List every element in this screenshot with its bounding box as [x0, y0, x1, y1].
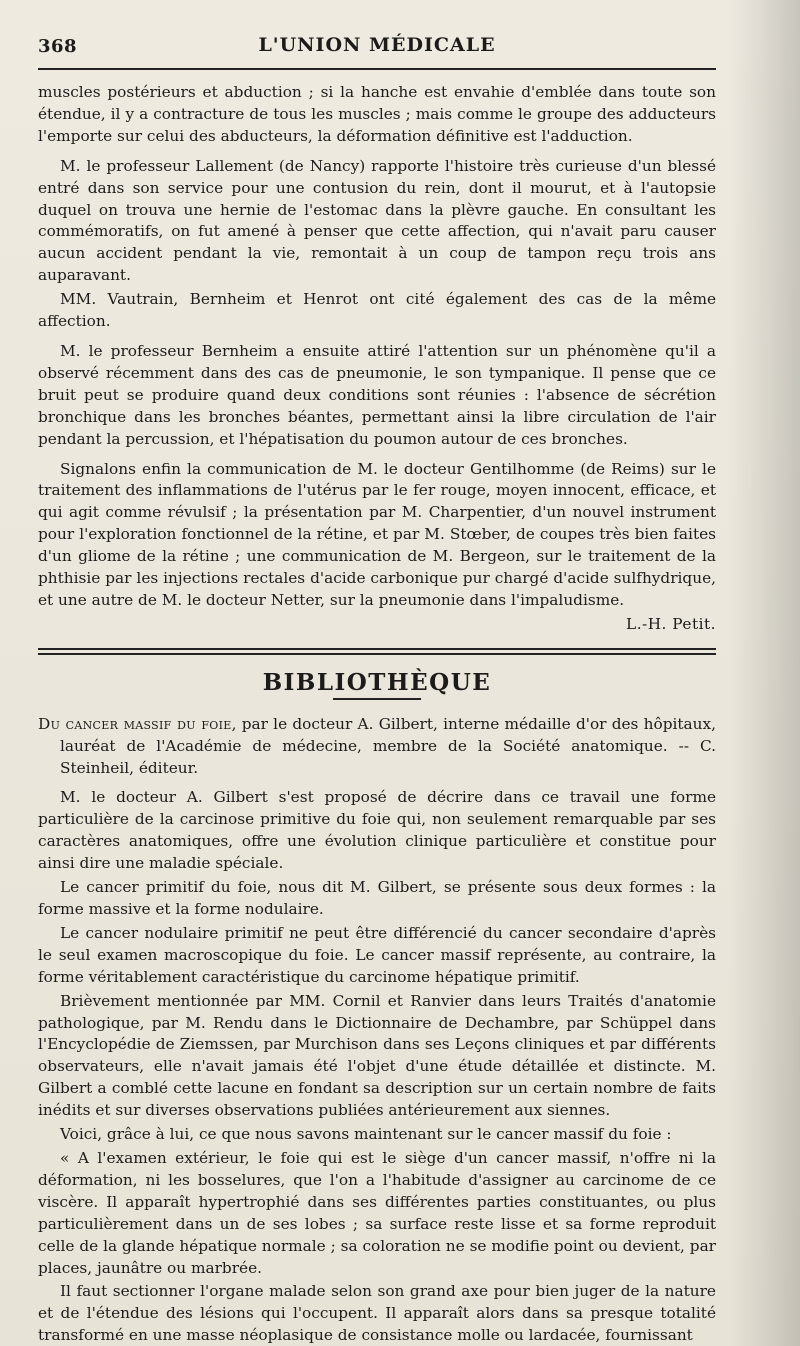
paragraph-vautrain: MM. Vautrain, Bernheim et Henrot ont cité également des cas de la même affection.: [38, 290, 716, 331]
section-divider: [38, 648, 716, 655]
review-paragraph: M. le docteur A. Gilbert s'est proposé de décrire dans ce travail une forme particulière de la carcinose primitive du foie qui, non seulement remarquable par ses caractères anatomiques, offre une évolution clinique particulière et constitue pour ainsi dire une maladie spéciale.: [38, 788, 716, 873]
book-title: Du cancer massif du foie: [38, 714, 232, 733]
review-paragraph: Voici, grâce à lui, ce que nous savons maintenant sur le cancer massif du foie :: [60, 1125, 672, 1144]
paragraph-gentilhomme: Signalons enfin la communication de M. le docteur Gentilhomme (de Reims) sur le traitement des inflammations de l'utérus par le fer rouge, moyen innocent, efficace, et qui agit comme révulsif ; la présentation par M. Charpentier, d'un nouvel instrument pour l'exploration fonctionnel de la rétine, et par M. Stœber, de coupes très bien faites d'un gliome de la rétine ; une communication de M. Bergeon, sur le traitement de la phthisie par les injections rectales d'acide carbonique pur chargé d'acide sulfhydrique, et une autre de M. le docteur Netter, sur la pneumonie dans l'impaludisme.: [38, 459, 716, 609]
heading-underline: [333, 698, 421, 700]
page-edge-shadow: [728, 0, 800, 1346]
book-entry: [38, 714, 716, 780]
running-head: [38, 34, 716, 64]
header-rule: [38, 68, 716, 70]
review-paragraph: Le cancer primitif du foie, nous dit M. Gilbert, se présente sous deux formes : la forme massive et la forme nodulaire.: [38, 878, 716, 918]
review-paragraph: Le cancer nodulaire primitif ne peut être différencié du cancer secondaire d'après le seul examen macroscopique du foie. Le cancer massif représente, au contraire, la forme véritablement caractéristique du carcinome hépatique primitif.: [38, 923, 716, 986]
book-details: , par le docteur A. Gilbert, interne médaille d'or des hôpitaux, lauréat de l'Académie de médecine, membre de la Société anatomique. -- C. Steinheil, éditeur.: [60, 714, 717, 777]
review-paragraph: Brièvement mentionnée par MM. Cornil et Ranvier dans leurs Traités d'anatomie pathologique, par M. Rendu dans le Dictionnaire de Dechambre, par Schüppel dans l'Encyclopédie de Ziemssen, par Murchison dans ses Leçons cliniques et par différents observateurs, elle n'avait jamais été l'objet d'une étude détaillée et distincte. M. Gilbert a comblé cette lacune en fondant sa description sur un certain nombre de faits inédits et sur diverses observations publiées antérieurement aux siennes.: [38, 991, 716, 1120]
page-number: 368: [38, 36, 78, 57]
section-heading: BIBLIOTHÈQUE: [262, 668, 492, 696]
paragraph-bernheim: M. le professeur Bernheim a ensuite attiré l'attention sur un phénomène qu'il a observé récemment dans des cas de pneumonie, le son tympanique. Il pense que ce bruit peut se produire quand deux conditions sont réunies : l'absence de sécrétion bronchique dans les bronches béantes, permettant ainsi la libre circulation de l'air pendant la percussion, et l'hépatisation du poumon autour de ces bronches.: [38, 341, 716, 448]
review-paragraph: Il faut sectionner l'organe malade selon son grand axe pour bien juger de la nature et de l'étendue des lésions qui l'occupent. Il apparaît alors dans sa presque totalité transformé en une masse néoplasique de consistance molle ou lardacée, fournissant: [38, 1282, 716, 1345]
paragraph-hip-contracture: muscles postérieurs et abduction ; si la hanche est envahie d'emblée dans toute son étendue, il y a contracture de tous les muscles ; mais comme le groupe des adducteurs l'emporte sur celui des abducteurs, la déformation définitive est l'adduction.: [38, 83, 716, 145]
author-signature: L.-H. Petit.: [626, 614, 716, 633]
review-quote-paragraph: « A l'examen extérieur, le foie qui est le siège d'un cancer massif, n'offre ni la déformation, ni les bosselures, que l'on a l'habitude d'assigner au carcinome de ce viscère. Il apparaît hypertrophié dans ses différentes parties constituantes, ou plus particulièrement dans un de ses lobes ; sa surface reste lisse et sa forme reproduit celle de la glande hépatique normale ; sa coloration ne se modifie point ou devient, par places, jaunâtre ou marbrée.: [38, 1148, 716, 1277]
paragraph-lallement: M. le professeur Lallement (de Nancy) rapporte l'histoire très curieuse d'un blessé entré dans son service pour une contusion du rein, dont il mourut, et à l'autopsie duquel on trouva une hernie de l'estomac dans la plèvre gauche. En consultant les commémoratifs, on fut amené à penser que cette affection, qui n'avait paru causer aucun accident pendant la vie, remontait à un coup de tampon reçu trois ans auparavant.: [38, 156, 716, 285]
journal-title: L'UNION MÉDICALE: [258, 34, 496, 56]
